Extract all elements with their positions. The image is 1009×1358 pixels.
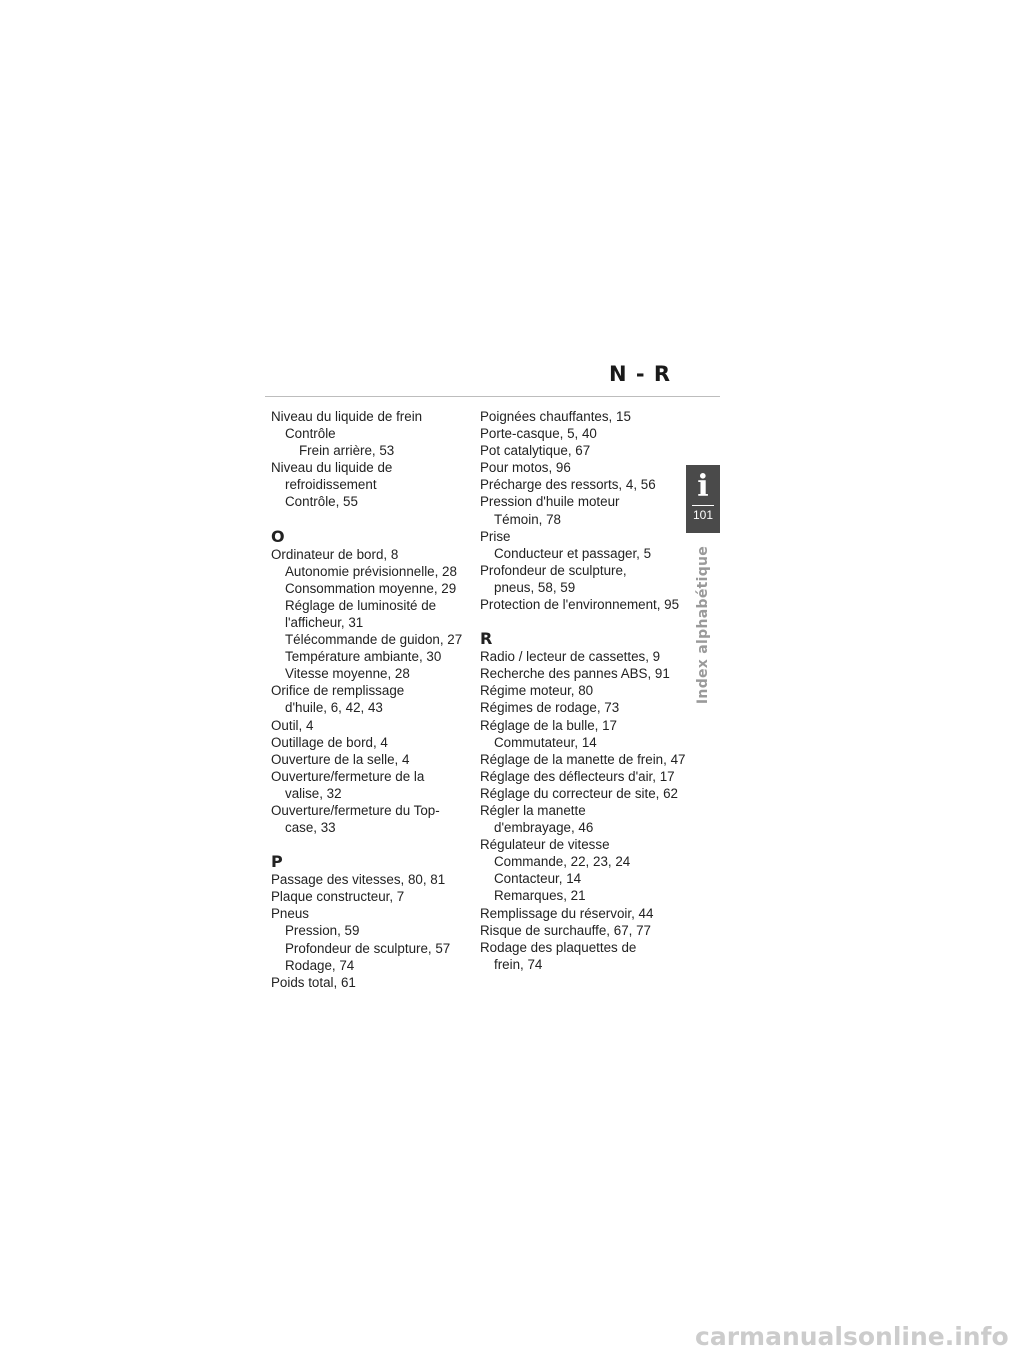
index-entry: Porte-casque, 5, 40 [480,426,597,442]
index-entry: Régulateur de vitesse [480,837,610,853]
index-subentry: Commande, 22, 23, 24 [494,854,631,870]
index-entry: Réglage de la bulle, 17 [480,717,617,733]
index-letter-heading: P [271,852,283,872]
index-subentry: case, 33 [285,820,336,836]
chapter-tab [686,465,720,533]
chapter-side-label: Index alphabétique [695,545,711,705]
index-entry: Protection de l'environnement, 95 [480,597,680,613]
index-entry: Niveau du liquide de [271,460,393,476]
index-entry: Ouverture/fermeture du Top- [271,802,440,818]
index-entry: Réglage du correcteur de site, 62 [480,785,679,801]
index-subentry: Télécommande de guidon, 27 [285,632,463,648]
index-entry: Pour motos, 96 [480,460,571,476]
index-subentry: Vitesse moyenne, 28 [285,666,410,682]
index-letter-heading: O [271,526,285,546]
index-entry: Régler la manette [480,802,586,818]
index-subentry: Frein arrière, 53 [299,443,395,459]
index-subentry: pneus, 58, 59 [494,579,576,595]
index-subentry: Réglage de luminosité de [285,597,437,613]
index-entry: Ouverture/fermeture de la [271,768,425,784]
index-entry: Plaque constructeur, 7 [271,889,405,905]
header-rule [265,396,720,397]
index-entry: Pot catalytique, 67 [480,443,591,459]
index-subentry: l'afficheur, 31 [285,614,364,630]
index-column-right [480,408,685,973]
index-entry: Outil, 4 [271,717,314,733]
index-subentry: Profondeur de sculpture, 57 [285,940,451,956]
index-entry: Régimes de rodage, 73 [480,700,620,716]
tab-divider [692,505,714,506]
index-letter-heading: R [480,629,493,649]
info-icon: i [697,469,709,504]
index-entry: Réglage de la manette de frein, 47 [480,751,686,767]
index-entry: Radio / lecteur de cassettes, 9 [480,649,661,665]
page-number: 101 [692,508,714,522]
index-entry: Régime moteur, 80 [480,683,594,699]
index-entry: Outillage de bord, 4 [271,734,388,750]
index-column-left [271,408,476,991]
index-entry: Réglage des déflecteurs d'air, 17 [480,768,675,784]
index-entry: Recherche des pannes ABS, 91 [480,666,670,682]
index-entry: Précharge des ressorts, 4, 56 [480,477,656,493]
section-title: N - R [608,362,672,386]
index-entry: Rodage des plaquettes de [480,939,637,955]
index-entry: Risque de surchauffe, 67, 77 [480,922,651,938]
index-subentry: Témoin, 78 [494,511,561,527]
index-subentry: frein, 74 [494,956,543,972]
index-subentry: refroidissement [285,477,377,493]
index-subentry: d'embrayage, 46 [494,820,594,836]
index-subentry: Pression, 59 [285,923,360,939]
index-subentry: Rodage, 74 [285,957,355,973]
index-entry: Ordinateur de bord, 8 [271,546,399,562]
index-subentry: Autonomie prévisionnelle, 28 [285,563,457,579]
index-entry: Prise [480,528,511,544]
index-subentry: d'huile, 6, 42, 43 [285,700,383,716]
index-entry: Orifice de remplissage [271,683,405,699]
index-subentry: Consommation moyenne, 29 [285,580,457,596]
index-subentry: Commutateur, 14 [494,734,597,750]
watermark: carmanualsonline.info [695,1322,1009,1351]
index-subentry: Contrôle [285,426,336,442]
index-entry: Ouverture de la selle, 4 [271,751,410,767]
index-entry: Pression d'huile moteur [480,494,620,510]
index-entry: Profondeur de sculpture, [480,562,627,578]
index-entry: Passage des vitesses, 80, 81 [271,872,446,888]
index-entry: Pneus [271,906,309,922]
index-subentry: Remarques, 21 [494,888,586,904]
index-subentry: Contrôle, 55 [285,494,358,510]
index-subentry: Température ambiante, 30 [285,649,442,665]
index-entry: Remplissage du réservoir, 44 [480,905,654,921]
index-entry: Poids total, 61 [271,974,356,990]
index-subentry: valise, 32 [285,785,342,801]
index-entry: Niveau du liquide de frein [271,409,423,424]
index-subentry: Conducteur et passager, 5 [494,545,652,561]
index-entry: Poignées chauffantes, 15 [480,409,631,424]
index-subentry: Contacteur, 14 [494,871,582,887]
